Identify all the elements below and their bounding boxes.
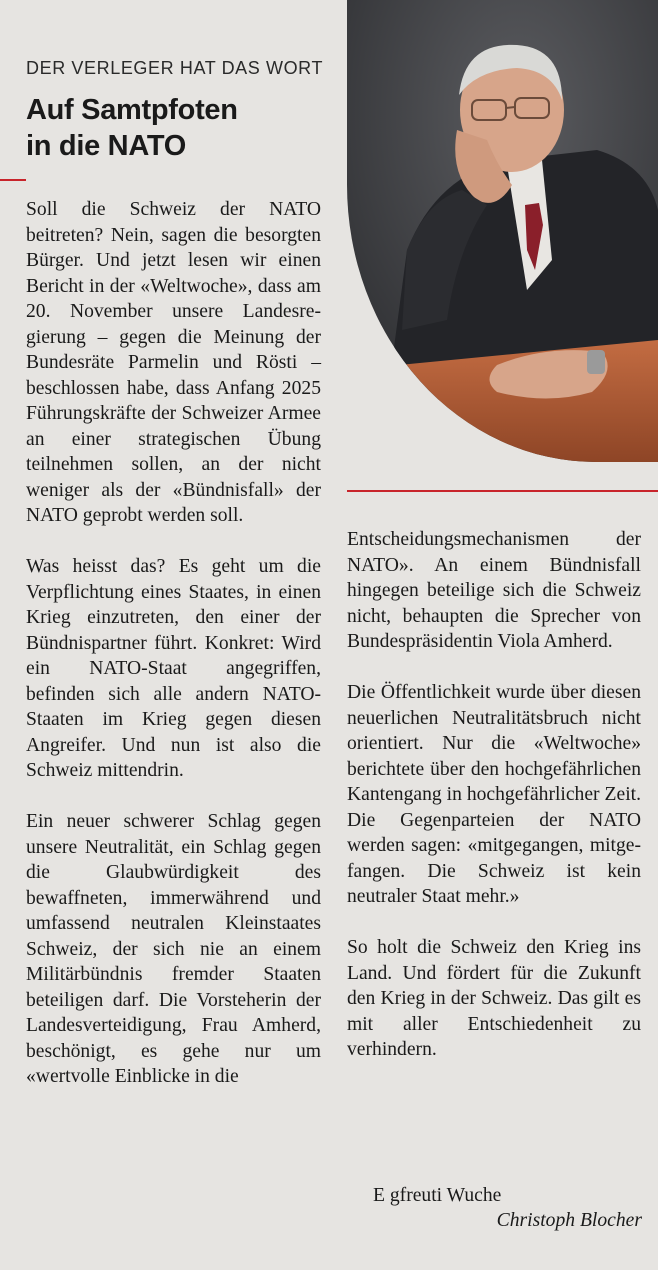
paragraph-5: Die Öffentlichkeit wurde über diesen neuerlichen Neutralitätsbruch nicht orientiert. Nur die «Weltwoche» berichtete über den hochgefährlichen Kantengang in hochgefährlicher Zeit. Die Gegenparteien der NATO werden sagen: «mitgegangen, mitgefangen. Die Schweiz ist kein neutraler Staat mehr.»	[347, 682, 641, 907]
headline	[26, 92, 326, 164]
paragraph-2: Was heisst das? Es geht um die Verpflichtung eines Staates, in einen Krieg einzutreten, den einer der Bündnispartner führt. Konkret: Wird ein NATO-Staat angegriffen, befinden sich alle andern NATO-Staaten im Krieg gegen diesen Angreifer. Und nun ist also die Schweiz mittendrin.	[26, 556, 321, 781]
paragraph-4: Entscheidungsmechanismen der NATO». An einem Bündnisfall hingegen beteilige sich die Schweiz nicht, behaupten die Sprecher von Bundespräsidentin Viola Amherd.	[347, 529, 641, 652]
paragraph-6: So holt die Schweiz den Krieg ins Land. Und fördert für die Zukunft den Krieg in der Schweiz. Das gilt es mit aller Entschiedenheit zu verhindern.	[347, 937, 641, 1060]
greeting: E gfreuti Wuche	[373, 1185, 502, 1206]
portrait-photo	[347, 0, 658, 462]
headline-line-1: Auf Samtpfoten	[26, 94, 238, 126]
red-rule-left	[0, 179, 26, 181]
paragraph-1: Soll die Schweiz der NATO beitreten? Nein, sagen die besorgten Bürger. Und jetzt lesen wir einen Bericht in der «Weltwoche», dass am 20. November unsere Landesregierung – gegen die Meinung der Bundesräte Parmelin und Rösti – beschlossen habe, dass Anfang 2025 Führungskräfte der Schweizer Armee an einer strategischen Übung teilnehmen sollen, an der nicht weniger als der «Bündnisfall» der NATO geprobt werden soll.	[26, 199, 321, 526]
red-rule-right	[347, 490, 658, 492]
right-column	[347, 527, 641, 1063]
kicker: DER VERLEGER HAT DAS WORT	[26, 58, 324, 78]
left-column	[26, 197, 321, 1090]
headline-line-2: in die NATO	[26, 130, 186, 162]
paragraph-3: Ein neuer schwerer Schlag gegen unsere Neutralität, ein Schlag gegen die Glaubwürdigkeit des bewaffneten, immerwährend und umfassend neutralen Kleinstaates Schweiz, der sich nie an einem Militärbündnis fremder Staaten beteiligen darf. Die Vorsteherin der Landesverteidigung, Frau Amherd, beschönigt, es gehe nur um «wertvolle Einblicke in die	[26, 811, 321, 1087]
signature: Christoph Blocher	[496, 1210, 642, 1231]
